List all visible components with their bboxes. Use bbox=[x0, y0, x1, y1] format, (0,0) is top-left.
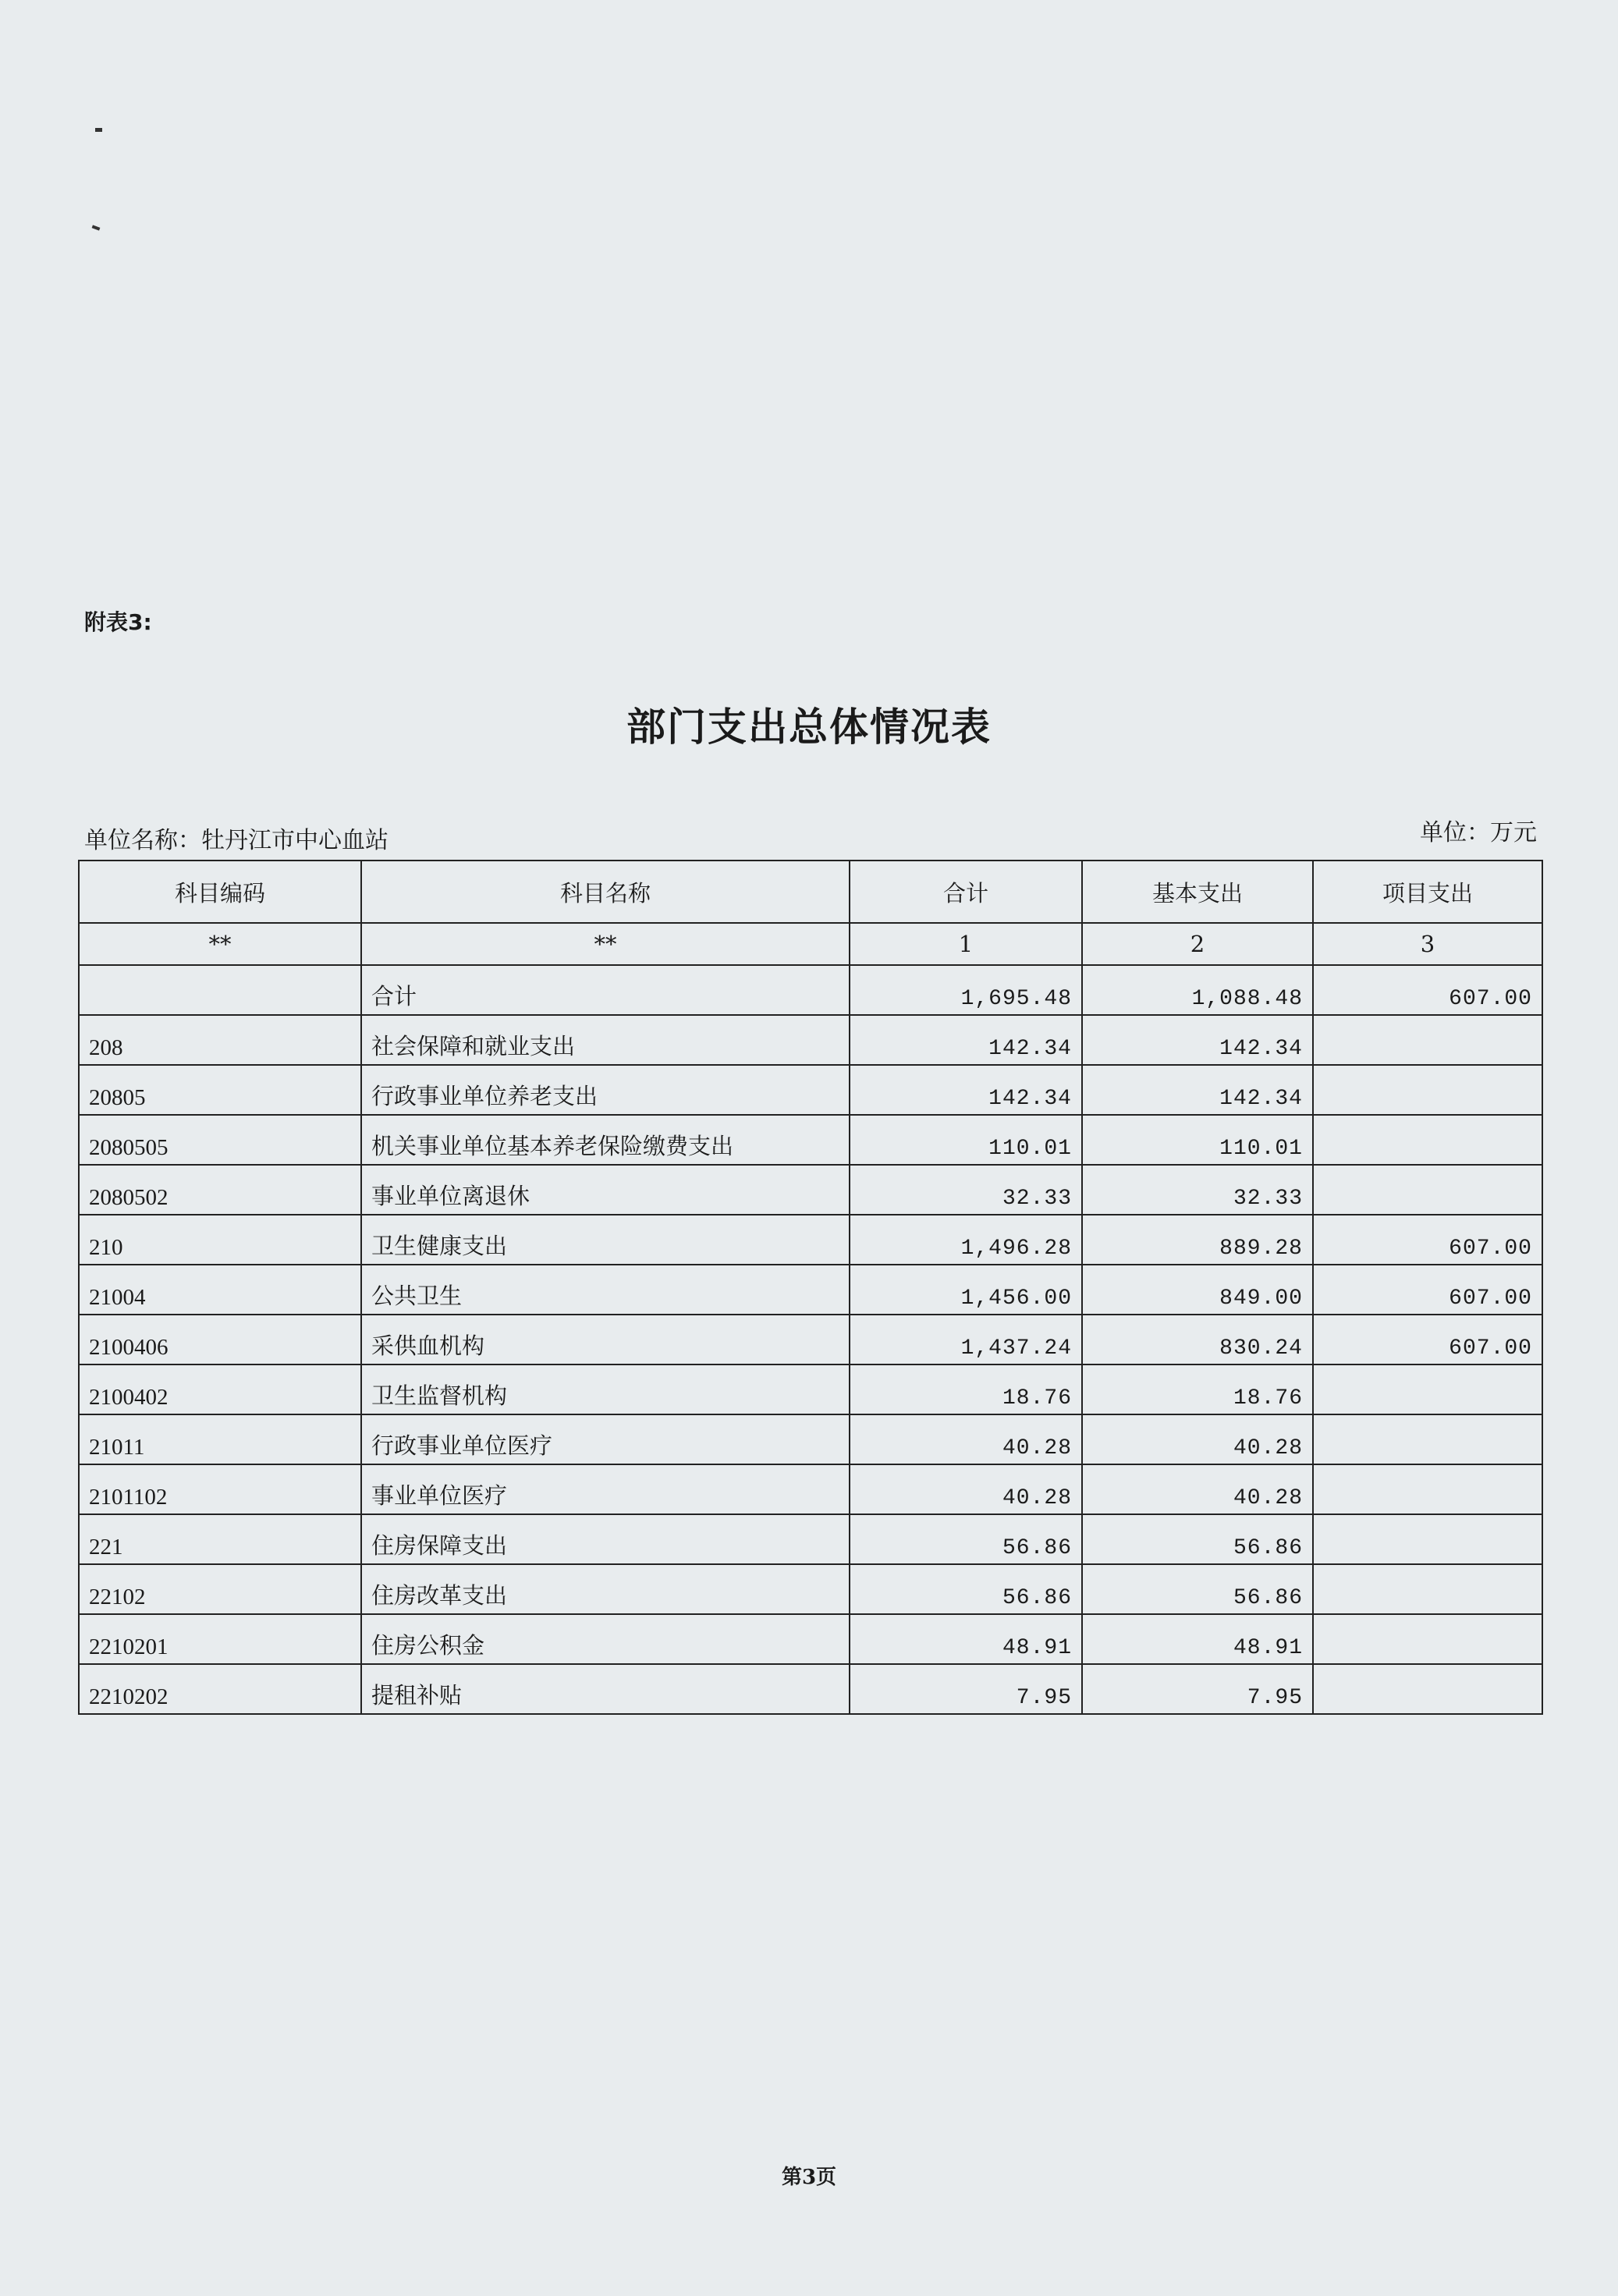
subheader-total: 1 bbox=[850, 923, 1082, 965]
cell-code: 2080502 bbox=[79, 1165, 361, 1215]
cell-total: 1,437.24 bbox=[850, 1315, 1082, 1364]
cell-name: 机关事业单位基本养老保险缴费支出 bbox=[361, 1115, 850, 1165]
cell-basic: 849.00 bbox=[1082, 1265, 1313, 1315]
cell-basic: 56.86 bbox=[1082, 1514, 1313, 1564]
table-row bbox=[79, 1265, 1542, 1315]
cell-basic: 32.33 bbox=[1082, 1165, 1313, 1215]
cell-total: 1,695.48 bbox=[850, 965, 1082, 1015]
cell-project bbox=[1313, 1414, 1542, 1464]
cell-name: 行政事业单位养老支出 bbox=[361, 1065, 850, 1115]
cell-name: 提租补贴 bbox=[361, 1664, 850, 1714]
cell-project: 607.00 bbox=[1313, 1215, 1542, 1265]
subheader-basic: 2 bbox=[1082, 923, 1313, 965]
cell-basic: 18.76 bbox=[1082, 1364, 1313, 1414]
cell-project: 607.00 bbox=[1313, 965, 1542, 1015]
cell-project bbox=[1313, 1614, 1542, 1664]
currency-unit: 单位：万元 bbox=[1420, 819, 1537, 846]
cell-name: 采供血机构 bbox=[361, 1315, 850, 1364]
cell-code: 221 bbox=[79, 1514, 361, 1564]
header-project: 项目支出 bbox=[1313, 861, 1542, 923]
table-row bbox=[79, 965, 1542, 1015]
cell-name: 住房公积金 bbox=[361, 1614, 850, 1664]
scan-mark bbox=[92, 225, 101, 230]
expenditure-table bbox=[78, 860, 1543, 1715]
cell-basic: 110.01 bbox=[1082, 1115, 1313, 1165]
table-row bbox=[79, 1614, 1542, 1664]
cell-code: 208 bbox=[79, 1015, 361, 1065]
subheader-name: ** bbox=[361, 923, 850, 965]
cell-total: 1,456.00 bbox=[850, 1265, 1082, 1315]
cell-code: 20805 bbox=[79, 1065, 361, 1115]
page-number: 第3页 bbox=[781, 2166, 837, 2189]
table-row bbox=[79, 1115, 1542, 1165]
cell-code: 210 bbox=[79, 1215, 361, 1265]
cell-code bbox=[79, 965, 361, 1015]
table-row bbox=[79, 1015, 1542, 1065]
cell-name: 卫生健康支出 bbox=[361, 1215, 850, 1265]
cell-name: 住房改革支出 bbox=[361, 1564, 850, 1614]
cell-name: 事业单位医疗 bbox=[361, 1464, 850, 1514]
cell-basic: 142.34 bbox=[1082, 1015, 1313, 1065]
cell-code: 2210201 bbox=[79, 1614, 361, 1664]
cell-name: 社会保障和就业支出 bbox=[361, 1015, 850, 1065]
cell-code: 2100406 bbox=[79, 1315, 361, 1364]
header-basic: 基本支出 bbox=[1082, 861, 1313, 923]
cell-project bbox=[1313, 1065, 1542, 1115]
header-code: 科目编码 bbox=[79, 861, 361, 923]
attachment-label: 附表3: bbox=[84, 609, 152, 635]
cell-project bbox=[1313, 1464, 1542, 1514]
table-row bbox=[79, 1065, 1542, 1115]
cell-total: 1,496.28 bbox=[850, 1215, 1082, 1265]
subheader-code: ** bbox=[79, 923, 361, 965]
cell-total: 32.33 bbox=[850, 1165, 1082, 1215]
cell-total: 142.34 bbox=[850, 1065, 1082, 1115]
cell-name: 行政事业单位医疗 bbox=[361, 1414, 850, 1464]
cell-total: 40.28 bbox=[850, 1464, 1082, 1514]
cell-code: 2100402 bbox=[79, 1364, 361, 1414]
table-row bbox=[79, 1315, 1542, 1364]
cell-basic: 142.34 bbox=[1082, 1065, 1313, 1115]
cell-project bbox=[1313, 1015, 1542, 1065]
cell-project bbox=[1313, 1364, 1542, 1414]
cell-name: 合计 bbox=[361, 965, 850, 1015]
cell-project bbox=[1313, 1514, 1542, 1564]
cell-total: 48.91 bbox=[850, 1614, 1082, 1664]
cell-total: 110.01 bbox=[850, 1115, 1082, 1165]
cell-total: 40.28 bbox=[850, 1414, 1082, 1464]
subheader-project: 3 bbox=[1313, 923, 1542, 965]
cell-basic: 40.28 bbox=[1082, 1414, 1313, 1464]
header-name: 科目名称 bbox=[361, 861, 850, 923]
cell-code: 22102 bbox=[79, 1564, 361, 1614]
cell-total: 142.34 bbox=[850, 1015, 1082, 1065]
table-header-row bbox=[79, 861, 1542, 923]
table-row bbox=[79, 1414, 1542, 1464]
cell-code: 21011 bbox=[79, 1414, 361, 1464]
cell-project: 607.00 bbox=[1313, 1315, 1542, 1364]
cell-code: 21004 bbox=[79, 1265, 361, 1315]
cell-code: 2210202 bbox=[79, 1664, 361, 1714]
cell-name: 事业单位离退休 bbox=[361, 1165, 850, 1215]
cell-name: 住房保障支出 bbox=[361, 1514, 850, 1564]
table-subheader-row bbox=[79, 923, 1542, 965]
table-row bbox=[79, 1215, 1542, 1265]
cell-total: 18.76 bbox=[850, 1364, 1082, 1414]
table-row bbox=[79, 1364, 1542, 1414]
table-row bbox=[79, 1664, 1542, 1714]
scan-mark bbox=[95, 128, 102, 132]
cell-project bbox=[1313, 1115, 1542, 1165]
cell-basic: 7.95 bbox=[1082, 1664, 1313, 1714]
header-total: 合计 bbox=[850, 861, 1082, 923]
table-body bbox=[79, 965, 1542, 1714]
cell-total: 7.95 bbox=[850, 1664, 1082, 1714]
cell-basic: 830.24 bbox=[1082, 1315, 1313, 1364]
cell-project bbox=[1313, 1564, 1542, 1614]
cell-basic: 48.91 bbox=[1082, 1614, 1313, 1664]
table-row bbox=[79, 1165, 1542, 1215]
cell-project bbox=[1313, 1165, 1542, 1215]
table-row bbox=[79, 1464, 1542, 1514]
cell-basic: 56.86 bbox=[1082, 1564, 1313, 1614]
cell-basic: 40.28 bbox=[1082, 1464, 1313, 1514]
unit-name: 单位名称：牡丹江市中心血站 bbox=[84, 827, 389, 854]
cell-project bbox=[1313, 1664, 1542, 1714]
cell-name: 公共卫生 bbox=[361, 1265, 850, 1315]
page-title: 部门支出总体情况表 bbox=[626, 704, 992, 750]
cell-code: 2080505 bbox=[79, 1115, 361, 1165]
cell-project: 607.00 bbox=[1313, 1265, 1542, 1315]
cell-total: 56.86 bbox=[850, 1514, 1082, 1564]
cell-total: 56.86 bbox=[850, 1564, 1082, 1614]
table-row bbox=[79, 1564, 1542, 1614]
table-row bbox=[79, 1514, 1542, 1564]
cell-basic: 1,088.48 bbox=[1082, 965, 1313, 1015]
cell-name: 卫生监督机构 bbox=[361, 1364, 850, 1414]
cell-basic: 889.28 bbox=[1082, 1215, 1313, 1265]
cell-code: 2101102 bbox=[79, 1464, 361, 1514]
